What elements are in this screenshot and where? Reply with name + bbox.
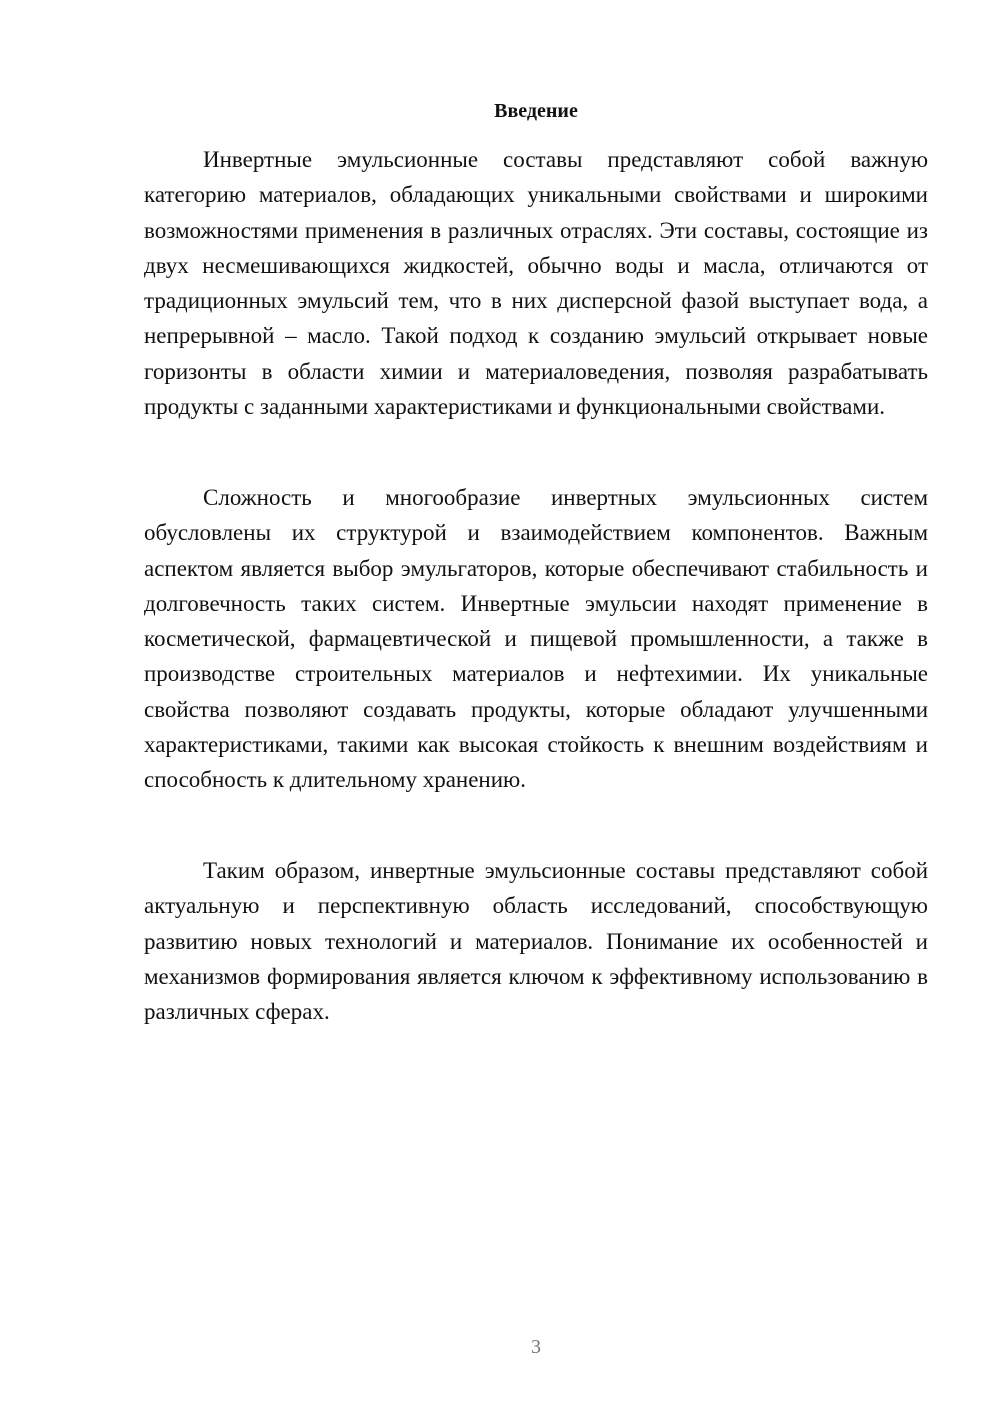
paragraph-3: Таким образом, инвертные эмульсионные составы представляют собой актуальную и перспективную область исследований, способствующую развитию новых технологий и материалов. Понимание их особенностей и механизмов формирования является ключом к эффективному использованию в различных сферах. <box>144 858 928 1025</box>
page-number: 3 <box>531 1336 541 1358</box>
paragraph-2: Сложность и многообразие инвертных эмульсионных систем обусловлены их структурой и взаимодействием компонентов. Важным аспектом является выбор эмульгаторов, которые обеспечивают стабильность и долговечность таких систем. Инвертные эмульсии находят применение в косметической, фармацевтической и пищевой промышленности, а также в производстве строительных материалов и нефтехимии. Их уникальные свойства позволяют создавать продукты, которые обладают улучшенными характеристиками, такими как высокая стойкость к внешним воздействиям и способность к длительному хранению. <box>144 485 928 793</box>
paragraph-1: Инвертные эмульсионные составы представляют собой важную категорию материалов, обладающих уникальными свойствами и широкими возможностями применения в различных отраслях. Эти составы, состоящие из двух несмешивающихся жидкостей, обычно воды и масла, отличаются от традиционных эмульсий тем, что в них дисперсной фазой выступает вода, а непрерывной – масло. Такой подход к созданию эмульсий открывает новые горизонты в области химии и материаловедения, позволяя разрабатывать продукты с заданными характеристиками и функциональными свойствами. <box>144 147 928 420</box>
section-title: Введение <box>494 100 578 122</box>
